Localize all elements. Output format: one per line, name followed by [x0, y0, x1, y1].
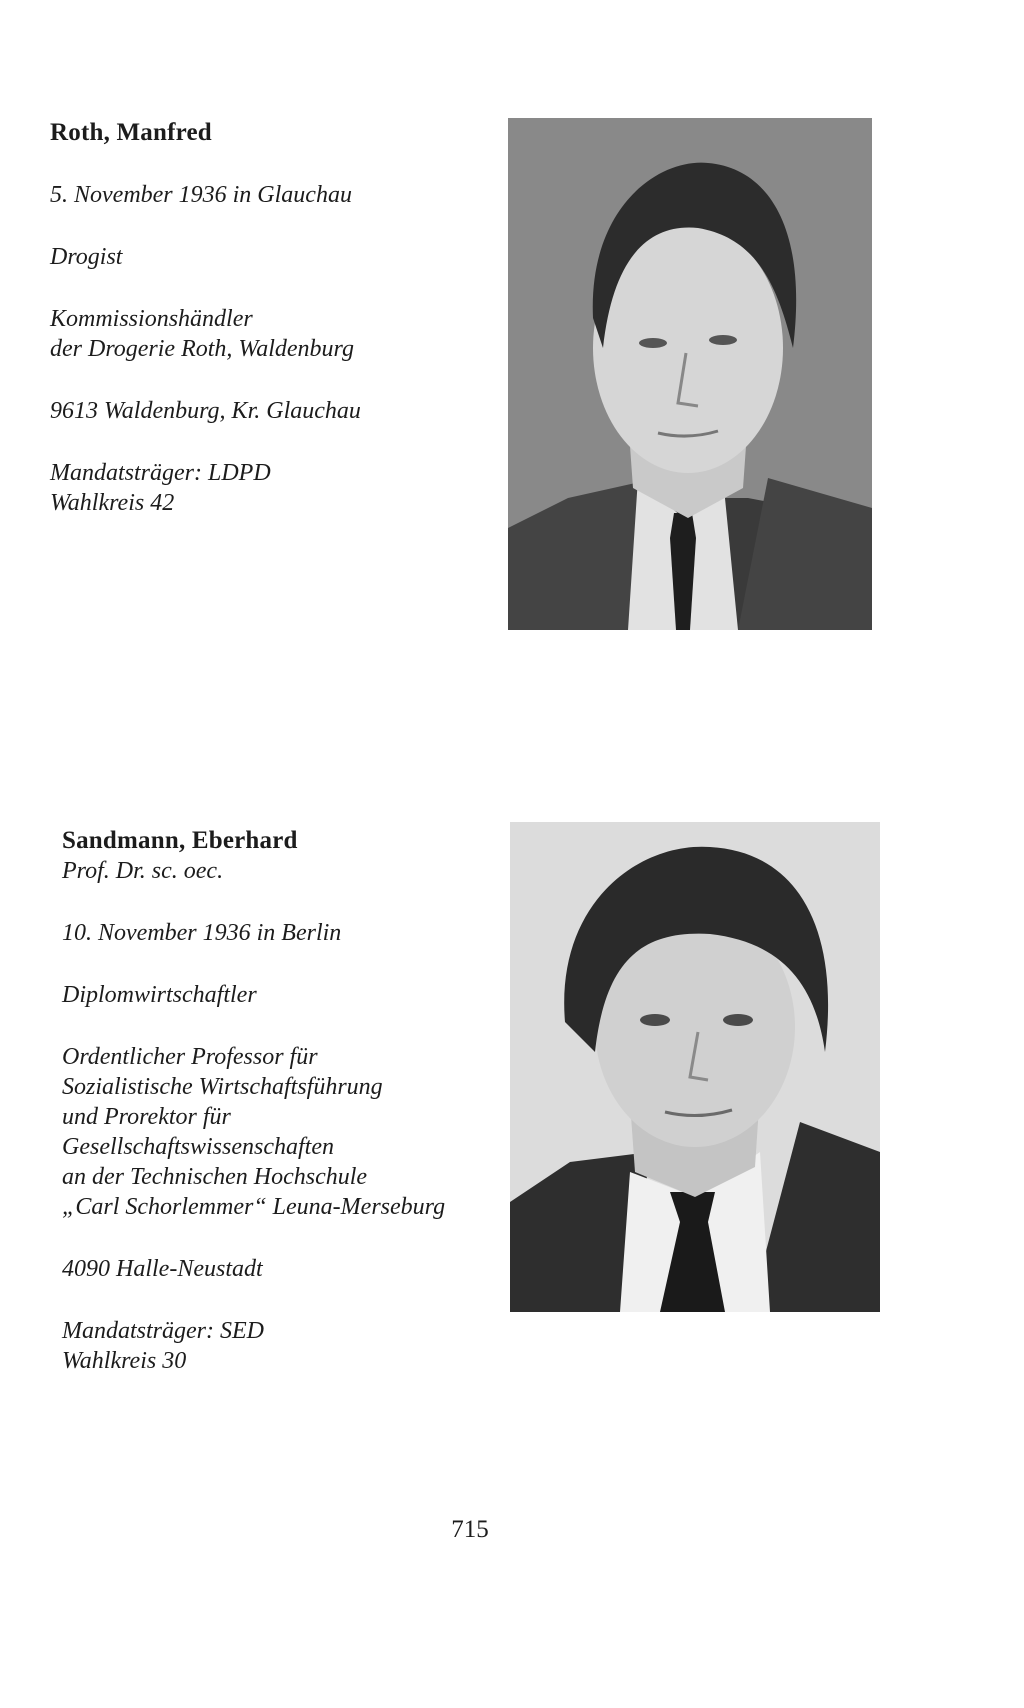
electoral-district: Wahlkreis 30 [62, 1348, 187, 1374]
position-line: Gesellschaftswissenschaften [62, 1134, 334, 1160]
birth-info: 5. November 1936 in Glauchau [50, 182, 352, 208]
address: 9613 Waldenburg, Kr. Glauchau [50, 398, 361, 424]
portrait-photo-roth [508, 118, 872, 630]
portrait-photo-sandmann [510, 822, 880, 1312]
mandate: Mandatsträger: SED [62, 1318, 264, 1344]
electoral-district: Wahlkreis 42 [50, 490, 175, 516]
academic-title: Prof. Dr. sc. oec. [62, 858, 224, 884]
portrait-sandmann-graphic [510, 822, 880, 1312]
portrait-roth-graphic [508, 118, 872, 630]
mandate: Mandatsträger: LDPD [50, 460, 271, 486]
page-number: 715 [451, 1516, 489, 1543]
profession: Drogist [50, 244, 123, 270]
position-line: der Drogerie Roth, Waldenburg [50, 336, 354, 362]
position-line: Sozialistische Wirtschaftsführung [62, 1074, 383, 1100]
profession: Diplomwirtschaftler [62, 982, 257, 1008]
position-line: „Carl Schorlemmer“ Leuna-Merseburg [62, 1194, 446, 1220]
entry-roth-manfred [50, 118, 490, 518]
birth-info: 10. November 1936 in Berlin [62, 920, 342, 946]
person-name: Sandmann, Eberhard [62, 827, 298, 854]
position-line: an der Technischen Hochschule [62, 1164, 368, 1190]
entry-sandmann-eberhard [62, 826, 502, 1376]
position-line: Kommissionshändler [50, 306, 253, 332]
address: 4090 Halle-Neustadt [62, 1256, 263, 1282]
person-name: Roth, Manfred [50, 119, 212, 146]
position-line: Ordentlicher Professor für [62, 1044, 318, 1070]
position-line: und Prorektor für [62, 1104, 231, 1130]
